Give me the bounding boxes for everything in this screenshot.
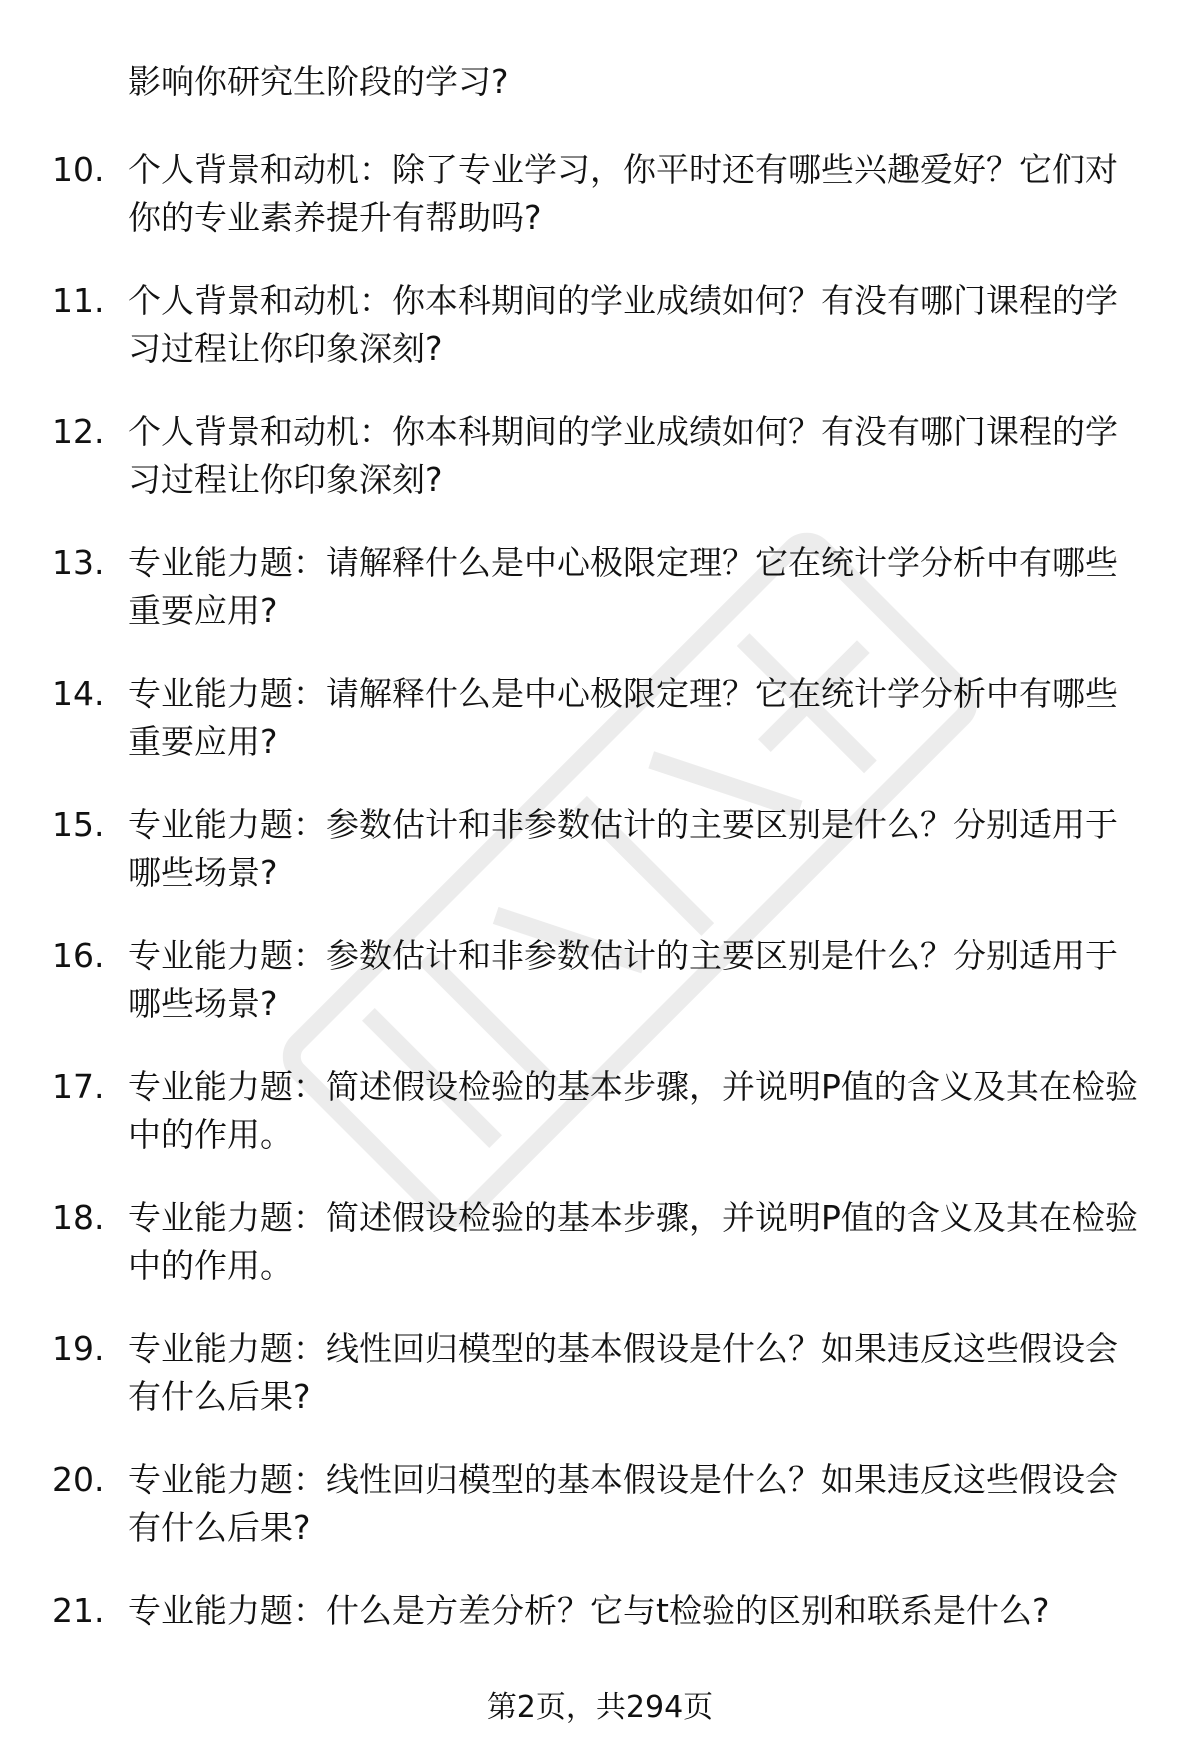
question-number: 10. [52, 150, 105, 189]
question-text: 专业能力题：参数估计和非参数估计的主要区别是什么？分别适用于哪些场景? [128, 805, 1118, 892]
question-list [52, 146, 1142, 1718]
question-item [52, 670, 1142, 801]
question-number: 13. [52, 543, 105, 582]
question-number: 19. [52, 1329, 105, 1368]
question-number: 20. [52, 1460, 105, 1499]
question-item [52, 1063, 1142, 1194]
question-number: 21. [52, 1591, 105, 1630]
question-number: 11. [52, 281, 105, 320]
question-text: 专业能力题：请解释什么是中心极限定理？它在统计学分析中有哪些重要应用? [128, 674, 1118, 761]
question-number: 12. [52, 412, 105, 451]
question-text: 个人背景和动机：除了专业学习，你平时还有哪些兴趣爱好？它们对你的专业素养提升有帮助吗? [128, 150, 1118, 237]
question-text: 专业能力题：请解释什么是中心极限定理？它在统计学分析中有哪些重要应用? [128, 543, 1118, 630]
question-number: 18. [52, 1198, 105, 1237]
question-text: 专业能力题：线性回归模型的基本假设是什么？如果违反这些假设会有什么后果? [128, 1460, 1118, 1547]
question-item [52, 408, 1142, 539]
question-item [52, 1194, 1142, 1325]
question-text: 专业能力题：简述假设检验的基本步骤，并说明P值的含义及其在检验中的作用。 [128, 1198, 1138, 1285]
question-item [52, 801, 1142, 932]
page-footer: 第2页，共294页 [486, 1690, 714, 1725]
question-item [52, 277, 1142, 408]
question-text: 专业能力题：简述假设检验的基本步骤，并说明P值的含义及其在检验中的作用。 [128, 1067, 1138, 1154]
question-number: 16. [52, 936, 105, 975]
question-item [52, 1325, 1142, 1456]
question-text: 个人背景和动机：你本科期间的学业成绩如何？有没有哪门课程的学习过程让你印象深刻? [128, 412, 1118, 499]
question-number: 17. [52, 1067, 105, 1106]
question-item [52, 1456, 1142, 1587]
question-text: 专业能力题：参数估计和非参数估计的主要区别是什么？分别适用于哪些场景? [128, 936, 1118, 1023]
question-text: 专业能力题：什么是方差分析？它与t检验的区别和联系是什么? [128, 1591, 1050, 1630]
continuation-text: 影响你研究生阶段的学习? [128, 62, 509, 101]
question-item [52, 539, 1142, 670]
question-item [52, 932, 1142, 1063]
question-number: 15. [52, 805, 105, 844]
question-text: 专业能力题：线性回归模型的基本假设是什么？如果违反这些假设会有什么后果? [128, 1329, 1118, 1416]
question-item [52, 146, 1142, 277]
question-number: 14. [52, 674, 105, 713]
question-text: 个人背景和动机：你本科期间的学业成绩如何？有没有哪门课程的学习过程让你印象深刻? [128, 281, 1118, 368]
